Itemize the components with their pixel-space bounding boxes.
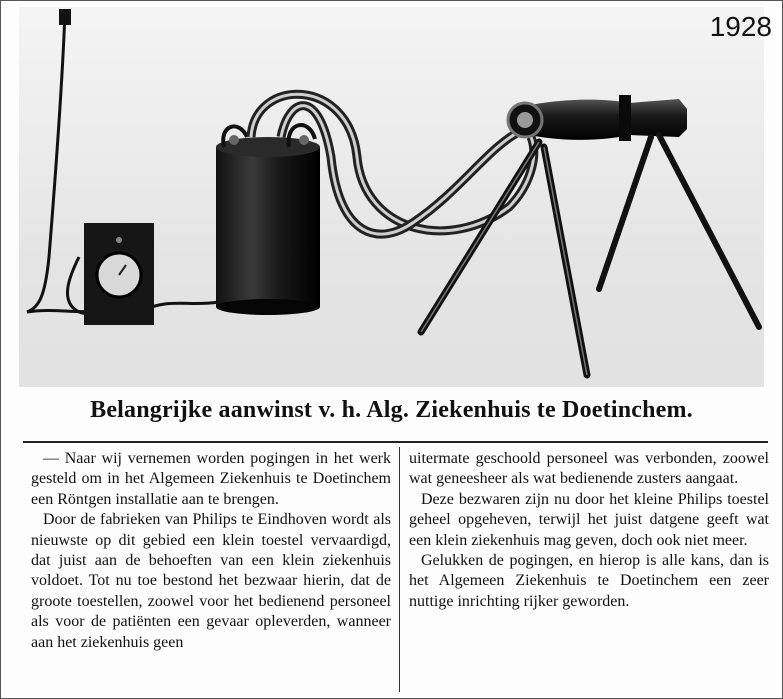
- paragraph: Door de fabrieken van Philips te Eindhoven wordt als nieuwste op dit gebied een klein toestel vervaardigd, dat juist aan de behoeften van een klein ziekenhuis voldoet. Tot nu toe bestond het bezwaar hierin, dat de groote toestellen, zoowel voor het bedienend personeel als voor de patiënten een gevaar opleverden, wanneer aan het ziekenhuis geen: [31, 511, 391, 651]
- article-column-right: [409, 449, 769, 612]
- paragraph: — Naar wij vernemen worden pogingen in het werk gesteld om in het Algemeen Ziekenhuis te Doetinchem een Röntgen installatie aan te brengen.: [31, 450, 391, 508]
- paragraph: uitermate geschoold personeel was verbonden, zoowel wat geneesheer als wat bedienende zusters aangaat.: [409, 450, 769, 488]
- paragraph: Gelukken de pogingen, en hierop is alle kans, dan is het Algemeen Ziekenhuis te Doetinchem een zeer nuttige inrichting rijker geworden.: [409, 552, 769, 610]
- year-label: 1928: [709, 11, 772, 42]
- headline-rule: [23, 441, 768, 443]
- column-separator: [399, 447, 400, 692]
- xray-apparatus-photo: [19, 7, 764, 387]
- paragraph: Deze bezwaren zijn nu door het kleine Philips toestel geheel opgeheven, terwijl het juist datgene geeft wat een klein ziekenhuis mag geven, doch ook niet meer.: [409, 490, 769, 549]
- headline: Belangrijke aanwinst v. h. Alg. Ziekenhuis te Doetinchem.: [90, 397, 693, 423]
- article-column-left: [31, 449, 391, 653]
